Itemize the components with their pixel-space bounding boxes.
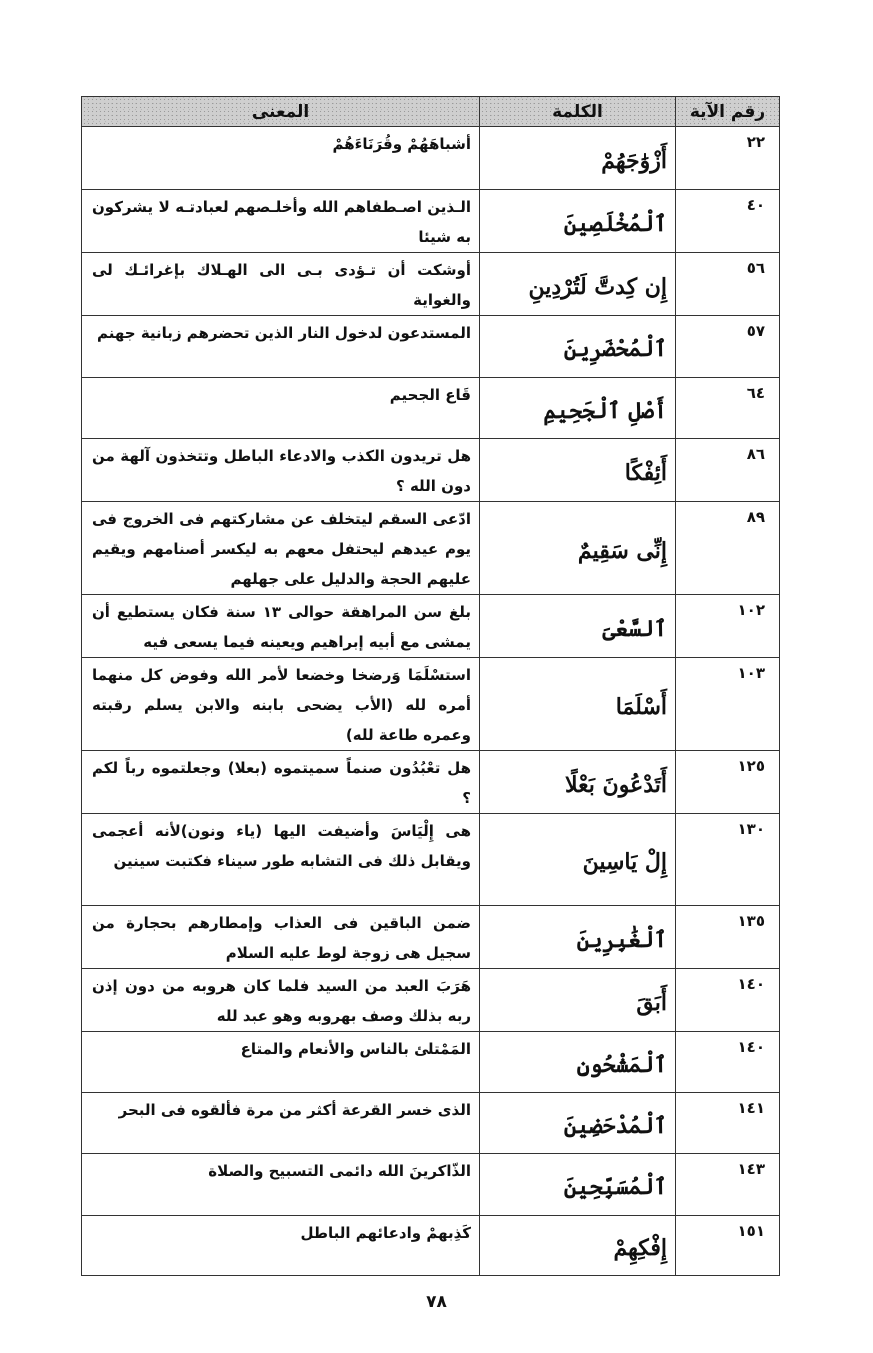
word-meaning: قَاع الجحيم — [82, 378, 480, 439]
quran-word: إِنِّى سَقِيمٌ — [480, 502, 676, 595]
word-meaning: الـذين اصـطفاهم الله وأخلـصهم لعبادتـه لا يشركون به شيئا — [82, 190, 480, 253]
table-row — [82, 253, 780, 316]
word-meaning: كَذِبهمْ وادعائهم الباطل — [82, 1216, 480, 1276]
table-row — [82, 658, 780, 751]
quran-word: إِن كِدتَّ لَتُرْدِينِ — [480, 253, 676, 316]
word-meaning: هى إِلْيَاسَ وأضيفت اليها (ياء ونون)لأنه أعجمى ويقابل ذلك فى التشابه طور سيناء فكتبت سينين — [82, 814, 480, 906]
page-number: ٧٨ — [426, 1292, 447, 1312]
quran-word: أَتَدْعُونَ بَعْلًا — [480, 751, 676, 814]
verse-number: ١٣٥ — [676, 906, 780, 969]
quran-word: أَبَقَ — [480, 969, 676, 1032]
quran-word: ٱلْمُخْلَصِينَ — [480, 190, 676, 253]
verse-number: ٨٦ — [676, 439, 780, 502]
verse-number: ٤٠ — [676, 190, 780, 253]
word-meaning: أشباهَهُمْ وقُرَنَاءَهُمْ — [82, 127, 480, 190]
verse-number: ١٠٢ — [676, 595, 780, 658]
word-meaning: ضمن الباقين فى العذاب وإمطارهم بحجارة من سجيل هى زوجة لوط عليه السلام — [82, 906, 480, 969]
table-row — [82, 1154, 780, 1216]
table-row — [82, 1093, 780, 1154]
table-row — [82, 378, 780, 439]
quran-word: ٱلسَّعْىَ — [480, 595, 676, 658]
quran-word: أَئِفْكًا — [480, 439, 676, 502]
quran-word: ٱلْغَٰبِرِينَ — [480, 906, 676, 969]
quran-word: أَصْلِ ٱلْجَحِيمِ — [480, 378, 676, 439]
quran-word: ٱلْمُسَبِّحِينَ — [480, 1154, 676, 1216]
verse-number: ١٤٠ — [676, 1032, 780, 1093]
quran-word: أَزْوَٰجَهُمْ — [480, 127, 676, 190]
table-header-row — [82, 97, 780, 127]
table-row — [82, 751, 780, 814]
word-meaning: بلغ سن المراهقة حوالى ١٣ سنة فكان يستطيع أن يمشى مع أبيه إبراهيم ويعينه فيما يسعى فيه — [82, 595, 480, 658]
quran-word: أَسْلَمَا — [480, 658, 676, 751]
word-meaning: أوشكت أن تـؤدى بـى الى الهـلاك بإغرائـك لى والغواية — [82, 253, 480, 316]
table-row — [82, 502, 780, 595]
table-row — [82, 595, 780, 658]
quran-word: ٱلْمُحْضَرِينَ — [480, 316, 676, 378]
word-meaning: استسْلَمَا وَرضخا وخضعا لأمر الله وفوض كل منهما أمره لله (الأب يضحى بابنه والابن يسلم رقبته وعمره طاعة لله) — [82, 658, 480, 751]
table-row — [82, 316, 780, 378]
verse-number: ٨٩ — [676, 502, 780, 595]
table-row — [82, 906, 780, 969]
verse-number: ١٤٠ — [676, 969, 780, 1032]
word-meaning: المَمْتلئ بالناس والأنعام والمتاع — [82, 1032, 480, 1093]
verse-number: ٥٧ — [676, 316, 780, 378]
verse-number: ٦٤ — [676, 378, 780, 439]
vocabulary-table — [81, 96, 780, 1276]
table-row — [82, 1216, 780, 1276]
table-row — [82, 439, 780, 502]
word-meaning: هل تريدون الكذب والادعاء الباطل وتتخذون آلهة من دون الله ؟ — [82, 439, 480, 502]
verse-number: ١٤١ — [676, 1093, 780, 1154]
verse-number: ١٠٣ — [676, 658, 780, 751]
table-row — [82, 1032, 780, 1093]
word-meaning: هل تعْبُدُون صنماً سميتموه (بعلا) وجعلتموه رباً لكم ؟ — [82, 751, 480, 814]
verse-number: ١٢٥ — [676, 751, 780, 814]
verse-number: ٢٢ — [676, 127, 780, 190]
quran-word: إِلْ يَاسِينَ — [480, 814, 676, 906]
header-verse-number: رقم الآية — [676, 97, 780, 127]
quran-word: إِفْكِهِمْ — [480, 1216, 676, 1276]
word-meaning: الذى خسر القرعة أكثر من مرة فألقوه فى البحر — [82, 1093, 480, 1154]
verse-number: ١٣٠ — [676, 814, 780, 906]
verse-number: ١٤٣ — [676, 1154, 780, 1216]
table-row — [82, 814, 780, 906]
table-row — [82, 969, 780, 1032]
table-row — [82, 127, 780, 190]
verse-number: ٥٦ — [676, 253, 780, 316]
word-meaning: ادّعى السقم ليتخلف عن مشاركتهم فى الخروج فى يوم عيدهم ليحتفل معهم به ليكسر أصنامهم ويقيم عليهم الحجة والدليل على جهلهم — [82, 502, 480, 595]
word-meaning: المستدعون لدخول النار الذين تحضرهم زبانية جهنم — [82, 316, 480, 378]
word-meaning: هَرَبَ العبد من السيد فلما كان هروبه من دون إذن ربه بذلك وصف بهروبه وهو عبد لله — [82, 969, 480, 1032]
quran-word: ٱلْمُدْحَضِينَ — [480, 1093, 676, 1154]
header-word: الكلمة — [480, 97, 676, 127]
table-row — [82, 190, 780, 253]
verse-number: ١٥١ — [676, 1216, 780, 1276]
word-meaning: الذّاكرينَ الله دائمى التسبيح والصلاة — [82, 1154, 480, 1216]
header-meaning: المعنى — [82, 97, 480, 127]
quran-word: ٱلْمَشْحُونِ — [480, 1032, 676, 1093]
